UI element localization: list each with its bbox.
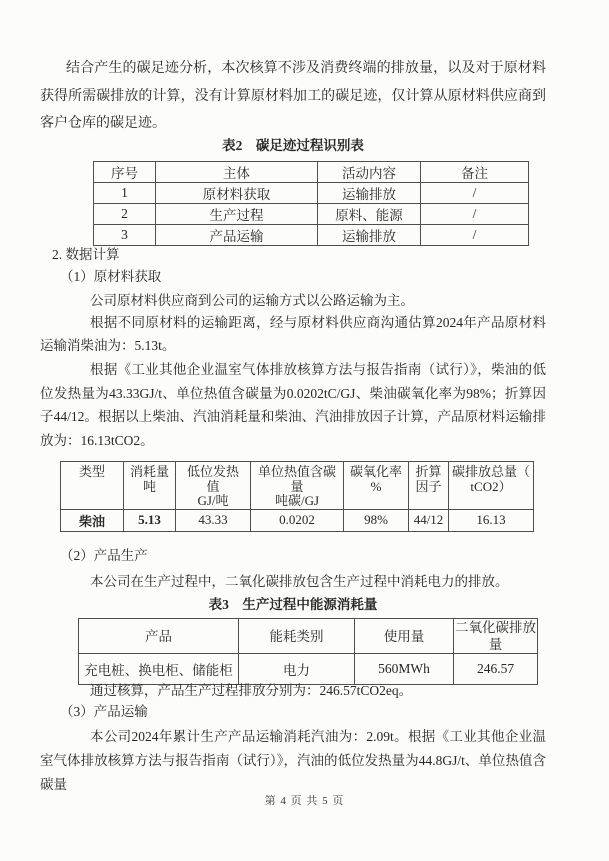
page-footer: 第 4 页 共 5 页 (264, 795, 345, 807)
table-cell: / (421, 183, 529, 204)
intro-paragraph: 结合产生的碳足迹分析，本次核算不涉及消费终端的排放量，以及对于原材料获得所需碳排放的计算，没有计算原材料加工的碳足迹，仅计算从原材料供应商到客户仓库的碳足迹。 (40, 61, 546, 131)
subsection-title-production: （2）产品生产 (60, 548, 148, 563)
table-cell: 2 (94, 204, 156, 225)
table-header-cell: 碳氧化率 % (344, 462, 409, 510)
section-title: 2. 数据计算 (52, 247, 120, 262)
table-header-cell: 能耗类别 (239, 619, 355, 654)
table-header-cell: 序号 (94, 162, 156, 183)
paragraph: 根据不同原材料的运输距离，经与原材料供应商沟通估算2024年产品原材料运输消柴油为：5.13t。 (40, 315, 546, 353)
energy-consumption-table (78, 618, 538, 685)
table-cell: 16.13 (449, 509, 534, 531)
table-cell: 产品运输 (156, 225, 318, 246)
table-cell: 电力 (239, 654, 355, 685)
table-cell: 44/12 (409, 509, 449, 531)
paragraph: 根据《工业其他企业温室气体排放核算方法与报告指南（试行）》，柴油的低位发热量为43.33GJ/t、单位热值含碳量为0.0202tC/GJ、柴油碳氧化率为98%；折算因子44/12。根据以上柴油、汽油消耗量和柴油、汽油排放因子计算，产品原材料运输排放为：16.13tCO2。 (40, 362, 546, 448)
paragraph: 通过核算，产品生产过程排放分别为：246.57tCO2eq。 (90, 683, 413, 698)
table-header-cell: 碳排放总量（ tCO2） (449, 462, 534, 510)
table-cell: 运输排放 (318, 183, 421, 204)
table-cell: 0.0202 (251, 509, 344, 531)
table-row (94, 225, 529, 246)
table-header-cell: 单位热值含碳 量 吨碳/GJ (251, 462, 344, 510)
table-header-cell: 消耗量 吨 (124, 462, 176, 510)
paragraph: 本公司在生产过程中，二氧化碳排放包含生产过程中消耗电力的排放。 (90, 574, 509, 589)
table-cell: 1 (94, 183, 156, 204)
table-header-cell: 低位发热 值 GJ/吨 (176, 462, 251, 510)
table-cell: 43.33 (176, 509, 251, 531)
table-header-row (94, 162, 529, 183)
table-cell: 原材料获取 (156, 183, 318, 204)
subsection-title-raw-material: （1）原材料获取 (60, 269, 162, 284)
table-cell: 柴油 (61, 509, 124, 531)
table-row (94, 183, 529, 204)
table-cell: 5.13 (124, 509, 176, 531)
table3-caption: 表3 生产过程中能源消耗量 (208, 597, 378, 612)
subsection-title-transport: （3）产品运输 (60, 704, 148, 719)
diesel-emission-table (60, 461, 534, 532)
table2-caption: 表2 碳足迹过程识别表 (222, 138, 364, 153)
table-header-cell: 活动内容 (318, 162, 421, 183)
table-header-cell: 折算 因子 (409, 462, 449, 510)
table-cell: / (421, 225, 529, 246)
table-header-row (79, 619, 538, 654)
table-header-cell: 主体 (156, 162, 318, 183)
table-row (94, 204, 529, 225)
table-cell: 生产过程 (156, 204, 318, 225)
table-header-cell: 产品 (79, 619, 239, 654)
process-identification-table (93, 161, 529, 246)
table-header-cell: 备注 (421, 162, 529, 183)
table-header-row (61, 462, 534, 510)
table-header-cell: 使用量 (355, 619, 454, 654)
table-cell: 原料、能源 (318, 204, 421, 225)
table-row (61, 509, 534, 531)
table-header-cell: 类型 (61, 462, 124, 510)
table-cell: 246.57 (454, 654, 538, 685)
table-cell: 3 (94, 225, 156, 246)
paragraph: 公司原材料供应商到公司的运输方式以公路运输为主。 (90, 293, 414, 308)
table-cell: / (421, 204, 529, 225)
table-cell: 充电桩、换电柜、储能柜 (79, 654, 239, 685)
table-cell: 98% (344, 509, 409, 531)
table-header-cell: 二氧化碳排放量 (455, 620, 536, 652)
paragraph: 本公司2024年累计生产产品运输消耗汽油为：2.09t。根据《工业其他企业温室气体排放核算方法与报告指南（试行）》，汽油的低位发热量为44.8GJ/t、单位热值含碳量 (40, 729, 546, 792)
table-cell: 560MWh (355, 654, 454, 685)
table-cell: 运输排放 (318, 225, 421, 246)
